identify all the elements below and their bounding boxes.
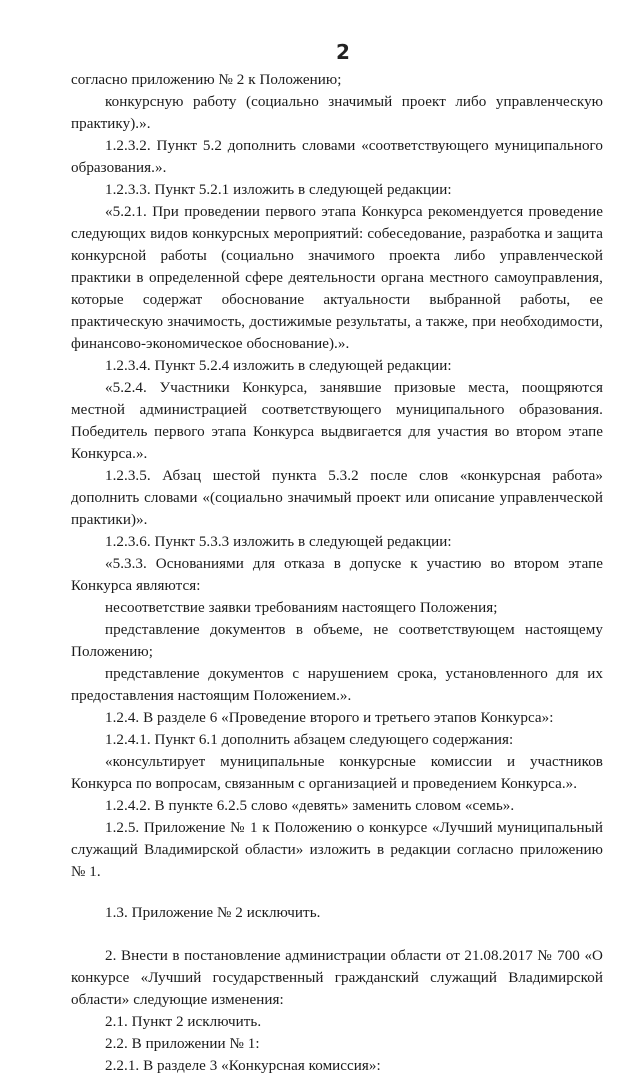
paragraph: 1.2.3.5. Абзац шестой пункта 5.3.2 после слов «конкурсная работа» дополнить словами «(социально значимый проект или описание управленческой практики)».	[71, 468, 603, 528]
paragraph: 2. Внести в постановление администрации области от 21.08.2017 № 700 «О конкурсе «Лучший государственный гражданский служащий Владимирской области» следующие изменения:	[71, 948, 603, 1008]
paragraph: «5.2.4. Участники Конкурса, занявшие призовые места, поощряются местной администрацией соответствующего муниципального образования. Победитель первого этапа Конкурса выдвигается для участия во втором этапе Конкурса.».	[71, 380, 603, 462]
paragraph: «5.2.1. При проведении первого этапа Конкурса рекомендуется проведение следующих видов конкурсных мероприятий: собеседование, разработка и защита конкурсной работы (социально значимого проекта либо управленческой практики в определенной сфере деятельности органа местного самоуправления, которые содержат обоснование актуальности выбранной работы, ее практическую значимость, достижимые результаты, а также, при необходимости, финансово-экономическое обоснование).».	[71, 204, 603, 352]
paragraph: 1.2.4. В разделе 6 «Проведение второго и третьего этапов Конкурса»:	[105, 710, 554, 726]
paragraph: 2.2.1. В разделе 3 «Конкурсная комиссия»:	[105, 1058, 381, 1074]
paragraph: 1.2.4.2. В пункте 6.2.5 слово «девять» заменить словом «семь».	[105, 798, 515, 814]
paragraph: представление документов с нарушением срока, установленного для их предоставления настоящим Положением.».	[71, 666, 603, 704]
paragraph: 1.3. Приложение № 2 исключить.	[105, 905, 321, 921]
paragraph: представление документов в объеме, не соответствующем настоящему Положению;	[71, 622, 603, 660]
paragraph: 1.2.5. Приложение № 1 к Положению о конкурсе «Лучший муниципальный служащий Владимирской области» изложить в редакции согласно приложению № 1.	[71, 820, 603, 880]
paragraph: «консультирует муниципальные конкурсные комиссии и участников Конкурса по вопросам, связанным с организацией и проведением Конкурса.».	[71, 754, 603, 792]
paragraph: несоответствие заявки требованиям настоящего Положения;	[105, 600, 498, 616]
paragraph: 1.2.3.6. Пункт 5.3.3 изложить в следующей редакции:	[105, 534, 452, 550]
document-body	[71, 69, 603, 1077]
paragraph: «5.3.3. Основаниями для отказа в допуске к участию во втором этапе Конкурса являются:	[71, 556, 603, 594]
paragraph: согласно приложению № 2 к Положению;	[71, 72, 342, 88]
paragraph: конкурсную работу (социально значимый проект либо управленческую практику).».	[71, 94, 603, 132]
paragraph: 1.2.3.4. Пункт 5.2.4 изложить в следующей редакции:	[105, 358, 452, 374]
page-number: 2	[336, 40, 350, 64]
paragraph: 1.2.3.3. Пункт 5.2.1 изложить в следующей редакции:	[105, 182, 452, 198]
paragraph: 1.2.4.1. Пункт 6.1 дополнить абзацем следующего содержания:	[105, 732, 514, 748]
paragraph: 2.2. В приложении № 1:	[105, 1036, 260, 1052]
paragraph: 2.1. Пункт 2 исключить.	[105, 1014, 262, 1030]
paragraph: 1.2.3.2. Пункт 5.2 дополнить словами «соответствующего муниципального образования.».	[71, 138, 603, 176]
